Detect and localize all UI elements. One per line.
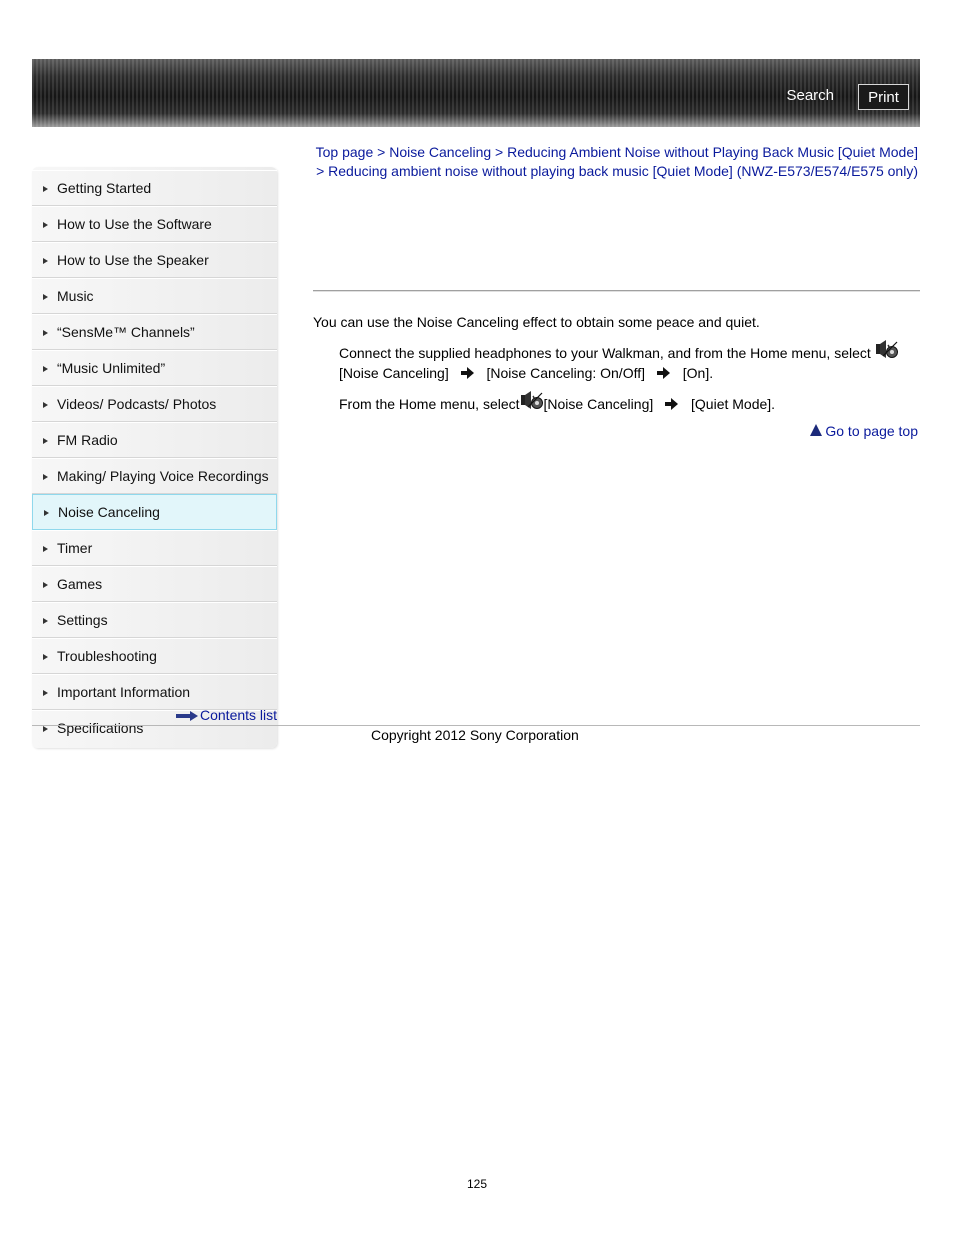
breadcrumb-top-page[interactable]: Top page (315, 144, 374, 160)
sidebar-item-software[interactable] (32, 206, 277, 242)
bullet-arrow-icon (43, 366, 48, 372)
bullet-arrow-icon (43, 654, 48, 660)
copyright: Copyright 2012 Sony Corporation (371, 727, 579, 743)
footer-divider (32, 725, 920, 726)
sidebar-item-fm-radio[interactable] (32, 422, 277, 458)
bullet-arrow-icon (43, 546, 48, 552)
sidebar-item-label: Making/ Playing Voice Recordings (57, 468, 269, 484)
print-button[interactable]: Print (858, 84, 909, 110)
music-settings-icon (520, 391, 544, 413)
search-link[interactable]: Search (786, 87, 834, 104)
bullet-arrow-icon (44, 510, 49, 516)
bullet-arrow-icon (43, 330, 48, 336)
triangle-up-icon (810, 424, 822, 436)
arrow-right-icon (461, 367, 475, 379)
sidebar-item-troubleshooting[interactable] (32, 638, 277, 674)
bullet-arrow-icon (43, 258, 48, 264)
bullet-arrow-icon (43, 186, 48, 192)
step-1-text-b: [Noise Canceling] (339, 365, 449, 381)
arrow-right-icon (665, 398, 679, 410)
step-1-text-c: [Noise Canceling: On/Off] (486, 365, 645, 381)
sidebar-item-label: Music (57, 288, 94, 304)
bullet-arrow-icon (43, 402, 48, 408)
step-2-text-c: [Quiet Mode]. (691, 396, 776, 412)
sidebar-item-label: FM Radio (57, 432, 118, 448)
sidebar-item-label: Getting Started (57, 180, 152, 196)
bullet-arrow-icon (43, 618, 48, 624)
sidebar-item-noise-canceling[interactable] (32, 494, 277, 530)
step-2 (339, 391, 914, 414)
bullet-arrow-icon (43, 690, 48, 696)
arrow-right-icon (657, 367, 671, 379)
step-2-text-b: [Noise Canceling] (543, 396, 654, 412)
sidebar-item-sensme[interactable] (32, 314, 277, 350)
sidebar-item-label: Important Information (57, 684, 191, 700)
bullet-arrow-icon (43, 438, 48, 444)
sidebar-item-label: Specifications (57, 720, 144, 736)
sidebar-item-label: Videos/ Podcasts/ Photos (57, 396, 217, 412)
sidebar-item-label: Settings (57, 612, 108, 628)
header-bar (32, 59, 920, 127)
step-1-text-a: Connect the supplied headphones to your Walkman, and from the Home menu, select (339, 345, 871, 361)
sidebar-item-videos[interactable] (32, 386, 277, 422)
sidebar-item-label: How to Use the Speaker (57, 252, 209, 268)
sidebar-item-speaker[interactable] (32, 242, 277, 278)
step-2-text-a: From the Home menu, select (339, 396, 520, 412)
breadcrumb-separator: > (316, 163, 325, 179)
bullet-arrow-icon (43, 474, 48, 480)
bullet-arrow-icon (43, 582, 48, 588)
sidebar-item-label: “SensMe™ Channels” (57, 324, 195, 340)
breadcrumb-quiet-mode[interactable]: Reducing Ambient Noise without Playing Back Music [Quiet Mode] (507, 144, 918, 160)
sidebar-item-important-info[interactable] (32, 674, 277, 710)
go-to-page-top-link[interactable] (810, 423, 918, 439)
breadcrumb (313, 143, 918, 181)
double-arrow-icon (176, 711, 198, 721)
bullet-arrow-icon (43, 294, 48, 300)
breadcrumb-noise-canceling[interactable]: Noise Canceling (389, 144, 492, 160)
sidebar-item-music[interactable] (32, 278, 277, 314)
contents-list-label: Contents list (200, 707, 278, 723)
bullet-arrow-icon (43, 726, 48, 732)
sidebar-item-label: Games (57, 576, 103, 592)
title-divider (313, 290, 920, 292)
step-1 (339, 340, 914, 383)
sidebar-nav (32, 167, 277, 748)
contents-list-link[interactable] (176, 707, 277, 723)
sidebar-item-label: “Music Unlimited” (57, 360, 166, 376)
music-settings-icon (875, 340, 899, 362)
sidebar-item-voice[interactable] (32, 458, 277, 494)
go-top-label: Go to page top (825, 423, 918, 439)
sidebar-item-timer[interactable] (32, 530, 277, 566)
breadcrumb-separator: > (377, 144, 386, 160)
breadcrumb-separator: > (495, 144, 504, 160)
sidebar-item-getting-started[interactable] (32, 170, 277, 206)
sidebar-item-label: Troubleshooting (57, 648, 157, 664)
bullet-arrow-icon (43, 222, 48, 228)
sidebar-item-settings[interactable] (32, 602, 277, 638)
sidebar-item-label: How to Use the Software (57, 216, 212, 232)
sidebar-item-label: Noise Canceling (58, 504, 160, 520)
step-1-text-d: [On]. (682, 365, 714, 381)
sidebar-item-music-unlimited[interactable] (32, 350, 277, 386)
breadcrumb-current-page[interactable]: Reducing ambient noise without playing back music [Quiet Mode] (NWZ-E573/E574/E575 only) (328, 163, 918, 179)
page-number: 125 (466, 1177, 488, 1191)
sidebar-item-label: Timer (57, 540, 93, 556)
sidebar-item-games[interactable] (32, 566, 277, 602)
intro-text: You can use the Noise Canceling effect to obtain some peace and quiet. (313, 314, 760, 330)
